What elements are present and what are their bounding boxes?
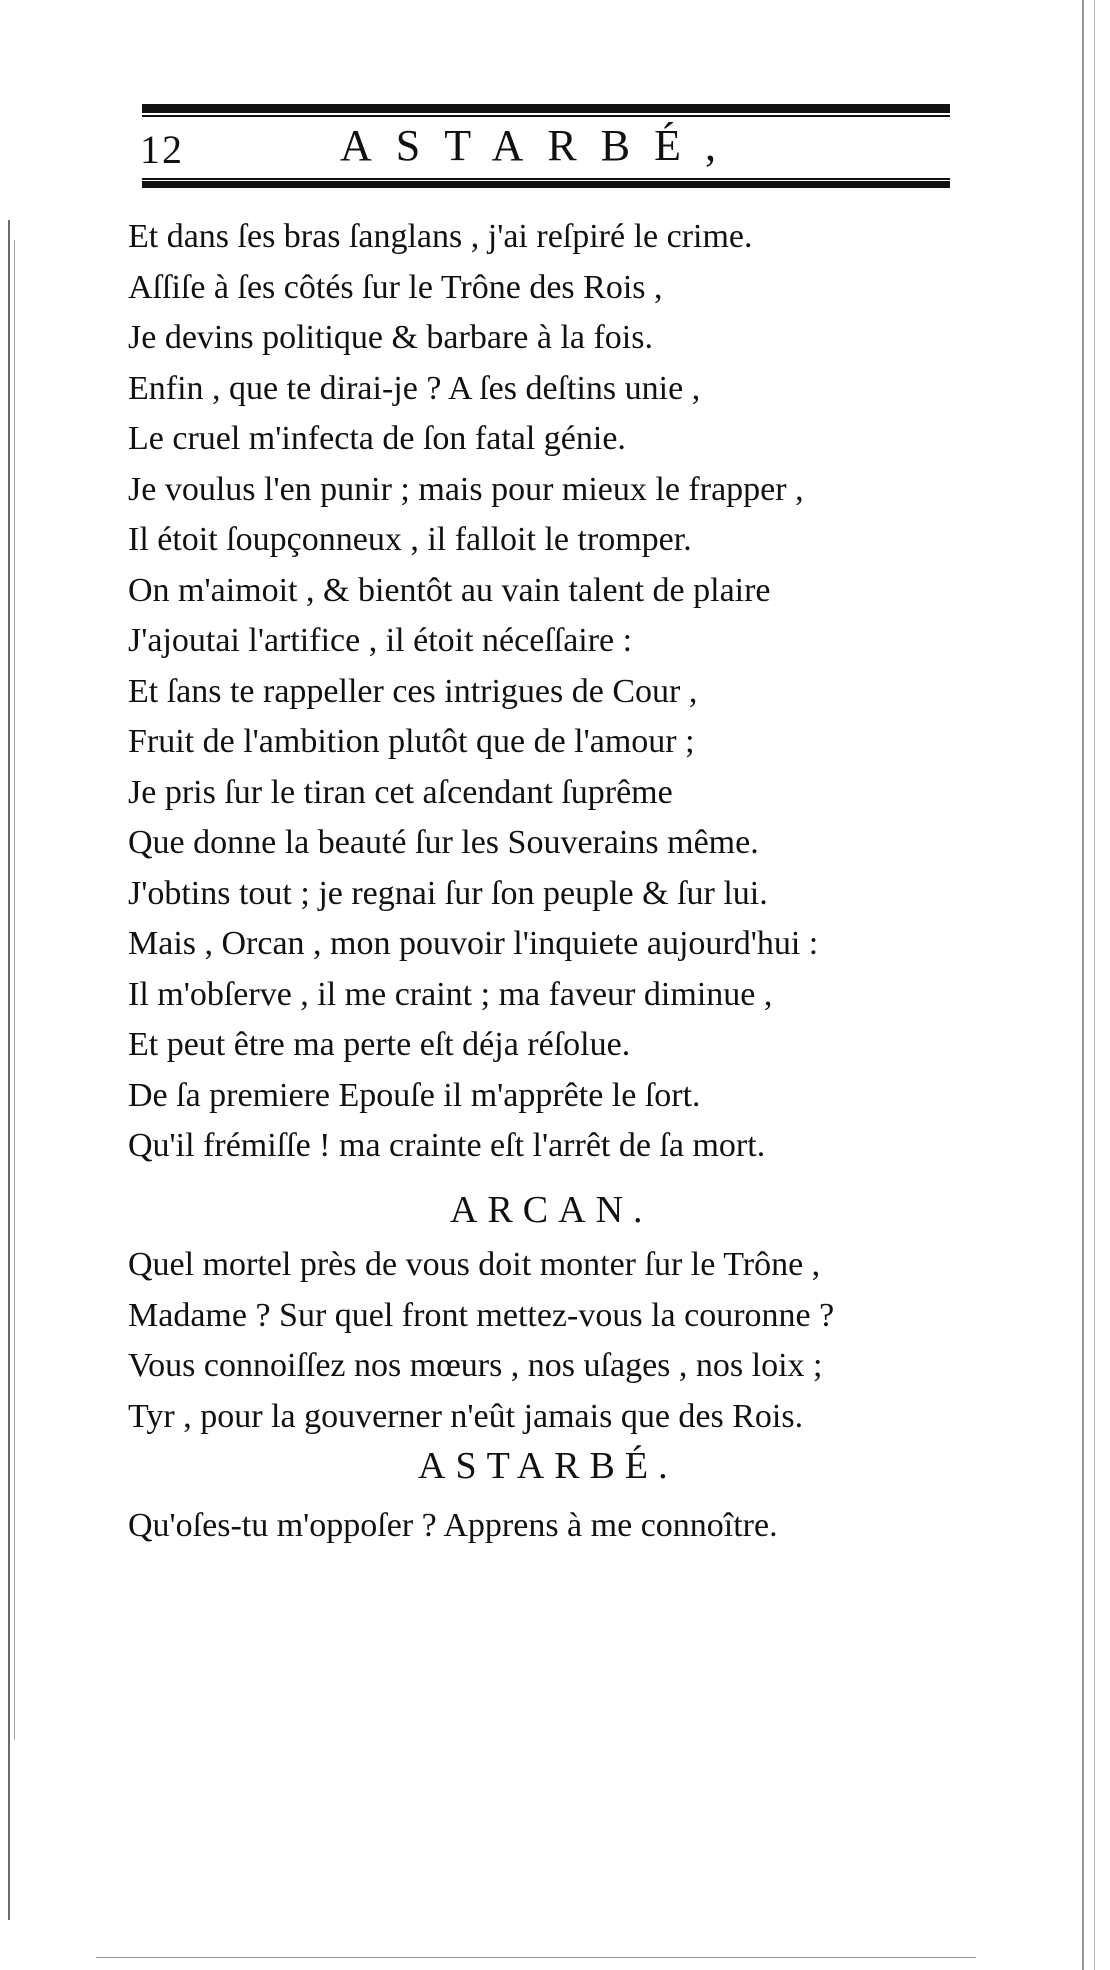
page-number: 12: [140, 127, 184, 172]
verse-line: Et ſans te rappeller ces intrigues de Cour ,: [128, 672, 698, 710]
verse-line: Quel mortel près de vous doit monter ſur le Trône ,: [128, 1246, 821, 1283]
scan-edge-line: [1094, 0, 1095, 1970]
speaker-name-arcan: ARCAN.: [450, 1189, 653, 1231]
verse-line: Mais , Orcan , mon pouvoir l'inquiete aujourd'hui :: [128, 925, 819, 962]
verse-line: Qu'il frémiſſe ! ma crainte eſt l'arrêt de ſa mort.: [128, 1127, 766, 1164]
verse-passage-1: [128, 212, 958, 1172]
verse-line: Et dans ſes bras ſanglans , j'ai reſpiré le crime.: [128, 218, 753, 255]
verse-line: Tyr , pour la gouverner n'eût jamais que des Rois.: [128, 1397, 804, 1435]
verse-line: Aſſiſe à ſes côtés ſur le Trône des Rois ,: [128, 268, 663, 306]
verse-line: Qu'oſes-tu m'oppoſer ? Apprens à me connoître.: [128, 1507, 778, 1544]
header-rule-top: [142, 104, 950, 113]
scan-edge-line: [8, 220, 10, 1920]
verse-line: Madame ? Sur quel front mettez-vous la couronne ?: [128, 1296, 835, 1334]
verse-passage-3: [128, 1500, 958, 1552]
verse-line: Je pris ſur le tiran cet aſcendant ſuprême: [128, 773, 673, 811]
verse-line: Il m'obſerve , il me craint ; ma faveur diminue ,: [128, 975, 773, 1013]
running-head: ASTARBÉ,: [340, 121, 740, 170]
verse-line: Le cruel m'infecta de ſon fatal génie.: [128, 420, 626, 457]
verse-line: De ſa premiere Epouſe il m'apprête le ſort.: [128, 1076, 701, 1114]
scan-edge-line: [14, 240, 15, 1740]
verse-line: Je voulus l'en punir ; mais pour mieux le frapper ,: [128, 470, 804, 508]
verse-line: Fruit de l'ambition plutôt que de l'amour ;: [128, 723, 695, 760]
verse-line: Enfin , que te dirai-je ? A ſes deſtins unie ,: [128, 369, 701, 407]
verse-line: Que donne la beauté ſur les Souverains même.: [128, 824, 759, 861]
verse-line: On m'aimoit , & bientôt au vain talent de plaire: [128, 571, 771, 609]
speaker-name-astarbe: ASTARBÉ.: [418, 1445, 678, 1487]
header-rule-bottom-thin: [142, 178, 950, 180]
verse-line: Et peut être ma perte eſt déja réſolue.: [128, 1026, 631, 1063]
header-rule-bottom: [142, 181, 950, 188]
verse-passage-2: [128, 1240, 958, 1442]
verse-line: Vous connoiſſez nos mœurs , nos uſages , nos loix ;: [128, 1347, 823, 1384]
verse-line: Il étoit ſoupçonneux , il falloit le tromper.: [128, 521, 692, 558]
header-rule-top-thin: [142, 115, 950, 117]
scan-edge-line: [1082, 0, 1084, 1970]
verse-line: J'obtins tout ; je regnai ſur ſon peuple & ſur lui.: [128, 874, 768, 912]
scan-bottom-line: [96, 1957, 976, 1958]
verse-line: Je devins politique & barbare à la fois.: [128, 319, 653, 356]
verse-line: J'ajoutai l'artifice , il étoit néceſſaire :: [128, 622, 633, 659]
